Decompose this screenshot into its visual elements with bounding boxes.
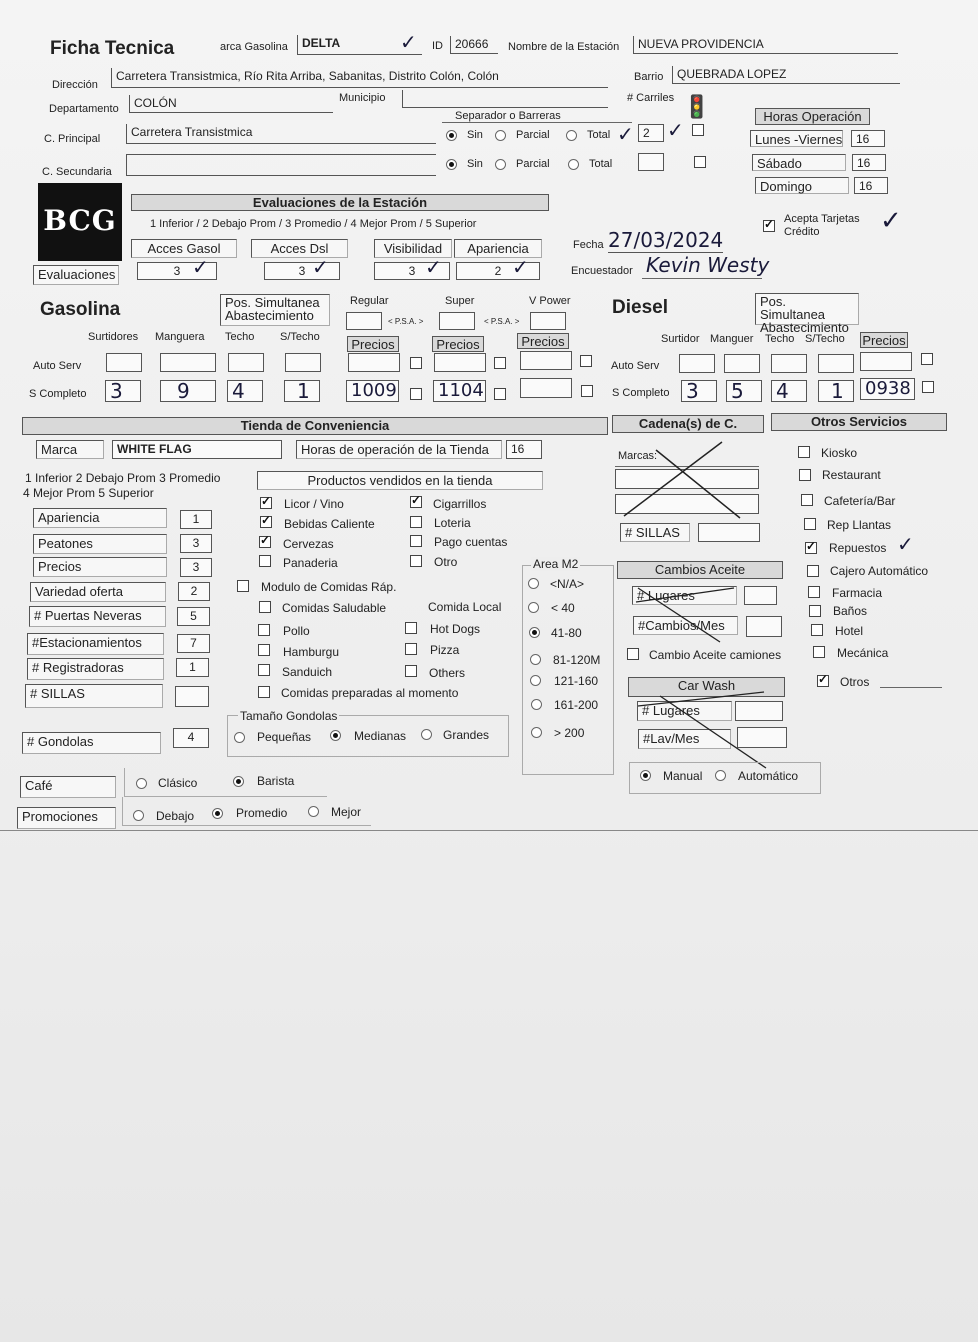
gondolas-title: Tamaño Gondolas [240,709,338,723]
rating-value-variedad[interactable]: 2 [178,582,210,601]
promo-debajo-label: Debajo [156,809,195,823]
prod-cervezas-checkbox[interactable] [259,536,271,548]
rating-label-sillas: # SILLAS [25,684,163,708]
modulo-checkbox[interactable] [237,580,249,592]
vpower-psa-field[interactable] [530,312,566,330]
camiones-checkbox[interactable] [627,648,639,660]
rating-value-apariencia[interactable]: 1 [180,510,212,529]
prod-otro-checkbox[interactable] [410,555,422,567]
dsl-auto-checkbox[interactable] [921,353,933,365]
modulo-label: Modulo de Comidas Ráp. [261,580,397,594]
banos-checkbox[interactable] [809,605,821,617]
aceite-cross-out [634,580,754,645]
gondola-grandes-label: Grandes [443,728,490,742]
area-na-label: <N/A> [550,577,585,591]
cadena-title: Cadena(s) de C. [612,415,764,433]
secundaria-field[interactable] [126,154,436,176]
bcg-logo: BCG [38,183,122,261]
dsl-col-stecho: S/Techo [805,333,845,345]
tienda-marca-field[interactable]: WHITE FLAG [112,440,282,459]
diesel-title: Diesel [612,297,668,318]
gas-auto-precio-vpower[interactable] [520,351,572,370]
sep1-sin-radio[interactable] [446,130,457,141]
camiones-label: Cambio Aceite camiones [649,648,782,662]
rating-label-precios: Precios [33,557,167,577]
farmacia-label: Farmacia [832,586,883,600]
repuestos-checkbox[interactable] [805,542,817,554]
marcas-label: Marcas: [618,450,658,462]
banos-label: Baños [833,604,868,618]
sep1-total-label: Total [587,129,611,141]
prod-cervezas-label: Cervezas [283,537,334,551]
sep2-parcial-radio[interactable] [495,159,506,170]
cafe-group [124,768,327,797]
separador-checkbox[interactable] [692,124,704,136]
super-psa-field[interactable] [439,312,475,330]
tienda-horas-label: Horas de operación de la Tienda [296,440,502,459]
others-label: Others [429,666,466,680]
horas-value-domingo[interactable]: 16 [854,177,888,194]
carwash-lugares-label: # Lugares [637,701,732,721]
dsl-auto-precio[interactable] [860,352,912,371]
promo-mejor-radio[interactable] [308,806,319,817]
sanduich-checkbox[interactable] [258,664,270,676]
regular-psa-field[interactable] [346,312,382,330]
vpower-precios-label: Precios [517,333,569,349]
otros-title: Otros Servicios [771,413,947,431]
gas-s-completo-label: S Completo [29,388,87,400]
area-40-radio[interactable] [528,602,539,613]
secundaria-label: C. Secundaria [42,166,112,178]
super-precios-label: Precios [432,336,484,352]
dsl-sc-precio[interactable]: 0938 [860,378,915,400]
cafeteria-checkbox[interactable] [801,494,813,506]
promo-debajo-radio[interactable] [133,810,144,821]
pizza-checkbox[interactable] [405,643,417,655]
pizza-label: Pizza [430,643,460,657]
rating-value-precios[interactable]: 3 [180,558,212,577]
gas-col-manguera: Manguera [155,331,205,343]
eval-label-apariencia: Apariencia [454,239,542,258]
prod-panaderia-label: Panaderia [283,556,338,570]
cafe-barista-label: Barista [257,774,295,788]
repuestos-label: Repuestos [829,541,887,555]
rating-label-peatones: Peatones [33,534,167,554]
marca-label: arca Gasolina [220,41,288,53]
prod-loteria-label: Loteria [434,516,471,530]
sep1-parcial-radio[interactable] [495,130,506,141]
rating-label-puertas: # Puertas Neveras [29,606,166,627]
regular-psa-label: < P.S.A. > [388,317,424,326]
dsl-auto-serv-label: Auto Serv [611,360,660,372]
eval-value-acces-dsl[interactable]: 3 [264,262,340,280]
separator-rule [442,122,632,123]
area-81-120-radio[interactable] [530,654,541,665]
pollo-checkbox[interactable] [258,624,270,636]
area-81-120-label: 81-120M [553,653,601,667]
principal-field[interactable]: Carretera Transistmica [126,124,436,144]
rating-label-variedad: Variedad oferta [30,582,166,602]
encuestador-label: Encuestador [571,265,633,277]
tarjetas-label: Acepta Tarjetas Crédito [784,213,860,238]
check-mark-icon: ✓ [512,257,529,279]
gas-sc-regular-checkbox[interactable] [410,388,422,400]
horas-day-domingo: Domingo [755,177,849,194]
eval-label-visibilidad: Visibilidad [374,239,452,258]
marca-field[interactable]: DELTA [297,35,422,55]
municipio-label: Municipio [339,92,386,104]
llantas-label: Rep Llantas [827,518,892,532]
departamento-label: Departamento [49,103,119,115]
gas-sc-precio-regular[interactable]: 1009 [346,380,399,402]
area-41-80-radio[interactable] [529,627,540,638]
dsl-auto-stecho[interactable] [818,354,854,373]
principal-label: C. Principal [44,133,101,145]
check-mark-icon: ✓ [425,257,442,279]
gas-auto-surtidores[interactable] [106,353,142,372]
carwash-title: Car Wash [628,677,785,697]
check-mark-icon: ✓ [880,205,902,235]
vpower-label: V Power [529,295,571,307]
gas-auto-regular-checkbox[interactable] [410,357,422,369]
gas-sc-surtidores[interactable]: 3 [105,380,141,402]
gas-auto-manguera[interactable] [160,353,216,372]
municipio-field[interactable] [402,90,608,108]
mecanica-label: Mecánica [837,646,889,660]
kiosko-label: Kiosko [821,446,858,460]
eval-label-acces-gasol: Acces Gasol [131,239,237,258]
prod-cigarrillos-label: Cigarrillos [433,497,487,511]
horas-value-lunes[interactable]: 16 [851,130,885,147]
cafeteria-label: Cafetería/Bar [824,494,896,508]
gas-auto-super-checkbox[interactable] [494,357,506,369]
sanduich-label: Sanduich [282,665,333,679]
dsl-sc-techo[interactable]: 4 [771,380,807,402]
check-mark-icon: ✓ [667,120,684,142]
hotel-checkbox[interactable] [811,624,823,636]
separador2-checkbox[interactable] [694,156,706,168]
rating-label-apariencia: Apariencia [33,508,167,528]
horas-title: Horas Operación [755,108,870,125]
hotdogs-label: Hot Dogs [430,622,481,636]
gondola-medianas-radio[interactable] [330,730,341,741]
regular-label: Regular [350,295,389,307]
regular-precios-label: Precios [347,336,399,352]
gasolina-pos-simultanea: Pos. Simultanea Abastecimiento [220,294,330,326]
fecha-field[interactable]: 27/03/2024 [608,228,724,252]
id-label: ID [432,40,443,52]
separador-title: Separador o Barreras [455,110,561,122]
gas-auto-vpower-checkbox[interactable] [580,355,592,367]
rating-value-gondolas[interactable]: 4 [173,728,209,748]
estacion-label: Nombre de la Estación [508,41,620,53]
estacion-field[interactable]: NUEVA PROVIDENCIA [633,36,898,54]
wash-manual-label: Manual [663,769,703,783]
super-psa-label: < P.S.A. > [484,317,520,326]
fecha-label: Fecha [573,239,604,251]
sep2-parcial-label: Parcial [516,158,550,170]
tienda-scale-2: 4 Mejor Prom 5 Superior [23,486,154,500]
gas-sc-manguera[interactable]: 9 [160,380,216,402]
form-bottom-rule [0,830,978,831]
dsl-sc-manguer[interactable]: 5 [726,380,762,402]
rating-label-gondolas: # Gondolas [22,732,161,754]
horas-value-sabado[interactable]: 16 [852,154,886,171]
dsl-col-surtidor: Surtidor [661,333,700,345]
otros-checkbox[interactable] [817,675,829,687]
dsl-sc-stecho[interactable]: 1 [818,380,854,402]
cafe-label: Café [20,776,116,798]
saludable-checkbox[interactable] [259,601,271,613]
tarjetas-checkbox[interactable] [763,220,775,232]
area-161-200-label: 161-200 [554,698,599,712]
prod-otro-label: Otro [434,555,458,569]
otros-field-rule [880,687,942,688]
area-121-160-radio[interactable] [530,675,541,686]
dsl-auto-manguer[interactable] [724,354,760,373]
cajero-checkbox[interactable] [807,565,819,577]
comida-local-label: Comida Local [428,600,502,614]
gas-sc-precio-super[interactable]: 1104 [433,380,486,402]
gas-sc-techo[interactable]: 4 [227,380,263,402]
eval-value-apariencia[interactable]: 2 [456,262,540,280]
preparadas-checkbox[interactable] [258,686,270,698]
sillas-label: # SILLAS [620,523,690,542]
check-mark-icon: ✓ [617,124,634,146]
form-title: Ficha Tecnica [50,38,175,59]
cajero-label: Cajero Automático [830,564,929,578]
check-mark-icon: ✓ [312,257,329,279]
prod-licor-label: Licor / Vino [284,497,344,511]
llantas-checkbox[interactable] [804,518,816,530]
hotel-label: Hotel [835,624,864,638]
diesel-pos-simultanea: Pos. Simultanea Abastecimiento [755,293,859,325]
marcas-cross-out [614,440,764,520]
dsl-col-techo: Techo [765,333,795,345]
dsl-auto-techo[interactable] [771,354,807,373]
horas-day-sabado: Sábado [752,154,846,171]
evaluaciones-title: Evaluaciones de la Estación [131,194,549,211]
gondola-pequenas-label: Pequeñas [257,730,312,744]
carriles-field[interactable]: 2 [638,124,664,142]
gas-sc-precio-vpower[interactable] [520,378,572,398]
gas-col-stecho: S/Techo [280,331,320,343]
preparadas-label: Comidas preparadas al momento [281,686,459,700]
aceite-cambios-label: #Cambios/Mes [633,616,738,635]
dsl-auto-surtidor[interactable] [679,354,715,373]
wash-automatico-label: Automático [738,769,799,783]
aceite-lugares-label: # Lugares [632,586,737,605]
sep1-parcial-label: Parcial [516,129,550,141]
gas-col-techo: Techo [225,331,255,343]
evaluaciones-scale: 1 Inferior / 2 Debajo Prom / 3 Promedio / 4 Mejor Prom / 5 Superior [150,218,477,230]
direccion-label: Dirección [52,79,98,91]
others-checkbox[interactable] [405,665,417,677]
carwash-cross-out [636,690,786,770]
area-title: Area M2 [533,557,579,571]
prod-licor-checkbox[interactable] [260,497,272,509]
gas-sc-super-checkbox[interactable] [494,388,506,400]
prod-pago-checkbox[interactable] [410,535,422,547]
gasolina-title: Gasolina [40,299,121,320]
gondola-grandes-radio[interactable] [421,729,432,740]
wash-manual-radio[interactable] [640,770,651,781]
barrio-field[interactable]: QUEBRADA LOPEZ [672,66,900,84]
tienda-title: Tienda de Conveniencia [22,417,608,435]
promo-mejor-label: Mejor [331,805,362,819]
promo-promedio-label: Promedio [236,806,288,820]
dsl-s-completo-label: S Completo [612,387,670,399]
area-121-160-label: 121-160 [554,674,599,688]
promo-promedio-radio[interactable] [212,808,223,819]
rating-value-puertas[interactable]: 5 [177,607,210,626]
area-200-label: > 200 [554,726,585,740]
sep2-total-radio[interactable] [568,159,579,170]
prod-bebidas-label: Bebidas Caliente [284,517,375,531]
rating-value-sillas[interactable] [175,686,209,707]
cafe-clasico-label: Clásico [158,776,198,790]
eval-label-acces-dsl: Acces Dsl [251,239,348,258]
eval-value-visibilidad[interactable]: 3 [374,262,450,280]
carriles2-field[interactable] [638,153,664,171]
area-41-80-label: 41-80 [551,626,582,640]
dsl-sc-surtidor[interactable]: 3 [681,380,717,402]
dsl-col-manguer: Manguer [710,333,754,345]
gas-auto-precio-regular[interactable] [348,353,400,372]
tienda-scale-1: 1 Inferior 2 Debajo Prom 3 Promedio [25,471,221,485]
restaurant-checkbox[interactable] [799,469,811,481]
aceite-title: Cambios Aceite [617,561,783,579]
eval-value-acces-gasol[interactable]: 3 [137,262,217,280]
restaurant-label: Restaurant [822,468,881,482]
rating-label-registradoras: # Registradoras [27,658,164,680]
sep2-sin-radio[interactable] [446,159,457,170]
barrio-label: Barrio [634,71,664,83]
check-mark-icon: ✓ [897,534,914,556]
gas-sc-vpower-checkbox[interactable] [581,385,593,397]
gas-auto-stecho[interactable] [285,353,321,372]
area-group [522,565,614,775]
gas-auto-serv-label: Auto Serv [33,360,82,372]
direccion-field[interactable]: Carretera Transistmica, Río Rita Arriba, Sabanitas, Distrito Colón, Colón [111,68,608,88]
wash-automatico-radio[interactable] [715,770,726,781]
sep1-total-radio[interactable] [566,130,577,141]
carriles-label: # Carriles [627,92,675,104]
farmacia-checkbox[interactable] [808,586,820,598]
gas-auto-precio-super[interactable] [434,353,486,372]
dsl-sc-checkbox[interactable] [922,381,934,393]
check-mark-icon: ✓ [400,32,417,54]
encuestador-field[interactable]: Kevin Westy [646,253,770,277]
sillas-field[interactable] [698,523,760,542]
saludable-label: Comidas Saludable [282,601,387,615]
hamburgu-checkbox[interactable] [258,644,270,656]
super-label: Super [445,295,475,307]
rating-value-estacionamientos[interactable]: 7 [177,634,210,653]
pollo-label: Pollo [283,624,310,638]
encuestador-rule [642,278,762,279]
sep2-total-label: Total [589,158,613,170]
area-40-label: < 40 [551,601,575,615]
gas-sc-stecho[interactable]: 1 [284,380,320,402]
prod-bebidas-checkbox[interactable] [260,516,272,528]
area-200-radio[interactable] [531,727,542,738]
hotdogs-checkbox[interactable] [405,622,417,634]
tienda-marca-label: Marca [36,440,104,459]
rating-value-registradoras[interactable]: 1 [176,658,209,677]
gondola-pequenas-radio[interactable] [234,732,245,743]
gondola-medianas-label: Medianas [354,729,407,743]
id-field[interactable]: 20666 [450,36,498,54]
sep1-sin-label: Sin [467,129,483,141]
hamburgu-label: Hamburgu [283,645,340,659]
mecanica-checkbox[interactable] [813,646,825,658]
check-mark-icon: ✓ [192,257,209,279]
productos-title: Productos vendidos en la tienda [257,471,543,490]
dsl-precios-label: Precios [860,332,908,348]
gas-col-surtidores: Surtidores [88,331,139,343]
rating-label-estacionamientos: #Estacionamientos [27,633,164,655]
rating-value-peatones[interactable]: 3 [180,534,212,553]
cafe-clasico-radio[interactable] [136,778,147,789]
prod-loteria-checkbox[interactable] [410,516,422,528]
area-na-radio[interactable] [528,578,539,589]
kiosko-checkbox[interactable] [798,446,810,458]
evaluaciones-button[interactable]: Evaluaciones [33,265,119,285]
departamento-field[interactable]: COLÓN [129,95,333,113]
tienda-horas-field[interactable]: 16 [506,440,542,459]
prod-pago-label: Pago cuentas [434,535,508,549]
otros-label: Otros [840,675,870,689]
gas-auto-techo[interactable] [228,353,264,372]
prod-cigarrillos-checkbox[interactable] [410,496,422,508]
promo-label: Promociones [17,807,116,829]
cafe-barista-radio[interactable] [233,776,244,787]
sep2-sin-label: Sin [467,158,483,170]
horas-day-lunes: Lunes -Viernes [750,130,843,147]
area-161-200-radio[interactable] [531,699,542,710]
traffic-light-icon: 🚦 [683,94,711,119]
prod-panaderia-checkbox[interactable] [259,555,271,567]
carwash-lav-label: #Lav/Mes [638,729,731,749]
